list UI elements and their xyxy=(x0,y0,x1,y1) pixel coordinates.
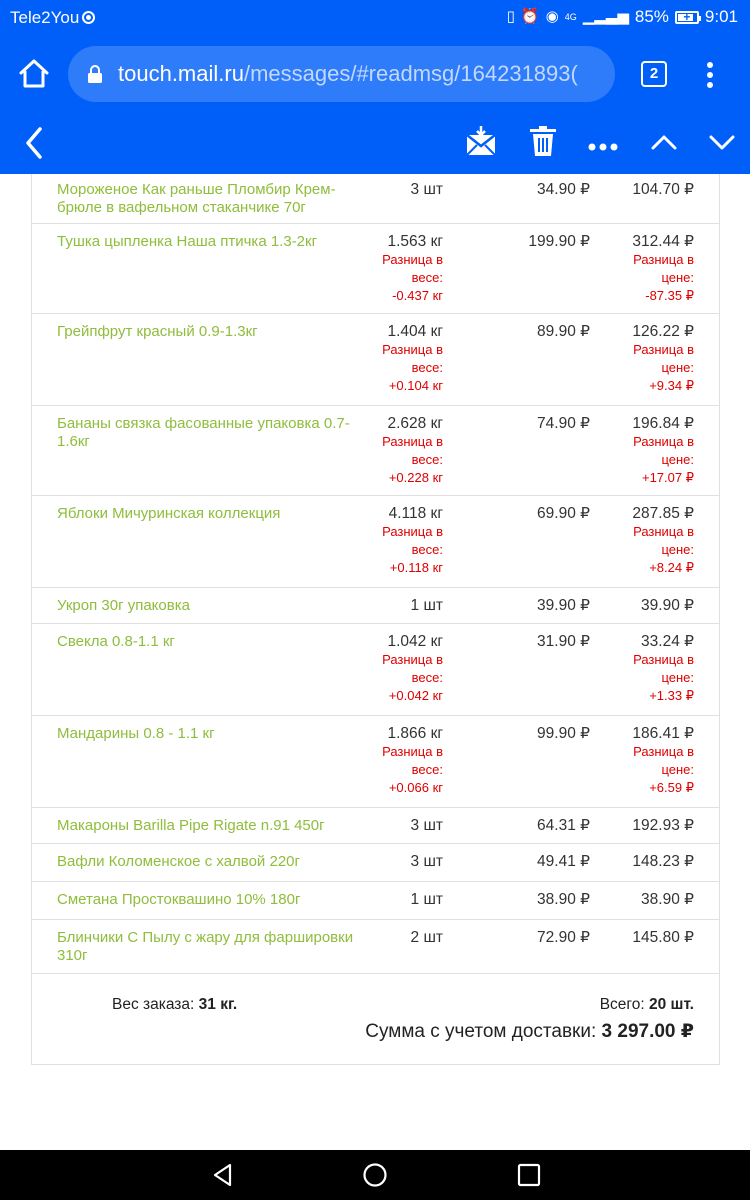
order-row xyxy=(32,174,719,224)
carrier-name: Tele2You xyxy=(10,8,80,27)
item-name[interactable]: Тушка цыпленка Наша птичка 1.3-2кг xyxy=(57,233,318,250)
item-total-diff: +1.33 ₽ xyxy=(649,688,694,703)
order-count xyxy=(600,996,694,1014)
item-price xyxy=(480,929,590,947)
item-qty-value: 1.563 кг xyxy=(387,233,443,250)
item-price xyxy=(480,505,590,523)
alarm-icon: ⏰ xyxy=(520,8,540,25)
item-qty xyxy=(313,817,443,835)
order-rows xyxy=(32,174,719,974)
item-qty-diff: Разница в xyxy=(382,434,443,449)
weight-value: 31 кг. xyxy=(198,996,238,1013)
carrier-dot-icon xyxy=(82,11,95,24)
item-qty-value: 1.404 кг xyxy=(387,323,443,340)
item-qty-diff: весе: xyxy=(411,762,443,777)
url-host: touch.mail.ru xyxy=(118,61,244,86)
delete-icon[interactable] xyxy=(529,125,557,162)
item-qty-diff: весе: xyxy=(411,670,443,685)
tab-count: 2 xyxy=(649,65,659,82)
item-total-diff: Разница в xyxy=(633,744,694,759)
item-qty-diff: +0.066 кг xyxy=(388,780,443,795)
sum-value: 3 297.00 ₽ xyxy=(601,1021,694,1042)
order-row xyxy=(32,588,719,624)
overflow-menu-icon[interactable] xyxy=(700,60,720,90)
item-total xyxy=(584,597,694,615)
item-price xyxy=(480,633,590,651)
item-qty xyxy=(313,323,443,395)
item-total-diff: +17.07 ₽ xyxy=(641,470,694,485)
order-weight xyxy=(112,996,237,1014)
order-row xyxy=(32,844,719,882)
item-name[interactable]: Мороженое Как раньше Пломбир Крем-брюле в вафельном стаканчике 70г xyxy=(57,181,336,216)
message-body[interactable] xyxy=(0,174,750,1150)
order-summary xyxy=(32,974,719,1064)
item-qty xyxy=(313,505,443,577)
item-price-value: 49.41 ₽ xyxy=(537,853,590,870)
item-total-diff: +9.34 ₽ xyxy=(649,378,694,393)
item-total-value: 287.85 ₽ xyxy=(632,505,694,522)
count-label: Всего: xyxy=(599,996,645,1013)
previous-message-icon[interactable] xyxy=(650,132,678,157)
item-price-value: 199.90 ₽ xyxy=(528,233,590,250)
item-qty-diff: Разница в xyxy=(382,252,443,267)
item-qty-value: 3 шт xyxy=(410,817,443,834)
item-price-value: 89.90 ₽ xyxy=(537,323,590,340)
item-price-value: 34.90 ₽ xyxy=(537,181,590,198)
item-total-diff: Разница в xyxy=(633,434,694,449)
order-row xyxy=(32,808,719,844)
item-total xyxy=(584,929,694,947)
item-name[interactable]: Яблоки Мичуринская коллекция xyxy=(57,505,281,522)
count-value: 20 шт. xyxy=(648,996,694,1013)
item-qty-diff: весе: xyxy=(411,542,443,557)
item-qty xyxy=(313,415,443,487)
url-field[interactable] xyxy=(68,46,615,102)
item-total-value: 33.24 ₽ xyxy=(641,633,694,650)
item-name[interactable]: Сметана Простоквашино 10% 180г xyxy=(57,891,301,908)
item-price xyxy=(480,725,590,743)
item-total-value: 148.23 ₽ xyxy=(632,853,694,870)
item-qty-diff: Разница в xyxy=(382,652,443,667)
sum-label: Сумма с учетом доставки: xyxy=(365,1021,597,1042)
item-price-value: 72.90 ₽ xyxy=(537,929,590,946)
item-total xyxy=(584,233,694,305)
status-bar xyxy=(0,0,750,36)
item-qty-diff: Разница в xyxy=(382,524,443,539)
url-path: /messages/#readmsg/164231893( xyxy=(243,61,578,86)
mail-toolbar xyxy=(0,112,750,174)
item-qty-diff: +0.104 кг xyxy=(388,378,443,393)
item-price xyxy=(480,323,590,341)
item-qty-diff: Разница в xyxy=(382,744,443,759)
item-total-diff: цене: xyxy=(661,360,694,375)
item-price-value: 74.90 ₽ xyxy=(537,415,590,432)
item-total-value: 38.90 ₽ xyxy=(641,891,694,908)
item-qty-value: 1 шт xyxy=(410,597,443,614)
item-total-value: 104.70 ₽ xyxy=(632,181,694,198)
item-total xyxy=(584,853,694,871)
vibrate-icon: ▯ xyxy=(506,8,515,25)
item-total-diff: +6.59 ₽ xyxy=(649,780,694,795)
item-name[interactable]: Вафли Коломенское с халвой 220г xyxy=(57,853,300,870)
item-qty xyxy=(313,929,443,947)
mark-unread-icon[interactable] xyxy=(465,125,497,162)
item-qty-diff: Разница в xyxy=(382,342,443,357)
item-qty-value: 1 шт xyxy=(410,891,443,908)
item-name[interactable]: Бананы связка фасованные упаковка 0.7-1.6кг xyxy=(57,415,350,450)
order-row xyxy=(32,496,719,588)
item-price xyxy=(480,597,590,615)
url-text xyxy=(118,61,578,87)
item-qty-value: 2.628 кг xyxy=(387,415,443,432)
item-name[interactable]: Свекла 0.8-1.1 кг xyxy=(57,633,175,650)
item-total xyxy=(584,725,694,797)
carrier xyxy=(10,8,95,28)
item-price-value: 99.90 ₽ xyxy=(537,725,590,742)
item-total xyxy=(584,891,694,909)
item-total xyxy=(584,633,694,705)
tab-switcher-icon[interactable] xyxy=(641,61,667,87)
item-qty xyxy=(313,181,443,199)
item-total xyxy=(584,181,694,199)
nav-recents-icon[interactable] xyxy=(516,1162,542,1188)
home-icon[interactable] xyxy=(16,56,52,92)
next-message-icon[interactable] xyxy=(708,132,736,157)
order-table xyxy=(31,174,720,1065)
item-total-value: 145.80 ₽ xyxy=(632,929,694,946)
order-row xyxy=(32,716,719,808)
network-type: 4G xyxy=(564,12,577,22)
item-price xyxy=(480,891,590,909)
lock-icon xyxy=(88,65,102,83)
signal-icon: ▁▂▃▅ xyxy=(582,8,629,25)
eye-comfort-icon: ◉ xyxy=(545,8,559,25)
item-price xyxy=(480,233,590,251)
battery-percent: 85% xyxy=(634,7,669,26)
item-name[interactable]: Блинчики С Пылу с жару для фаршировки 310г xyxy=(57,929,354,964)
nav-home-icon[interactable] xyxy=(362,1162,388,1188)
order-row xyxy=(32,406,719,496)
item-total-value: 186.41 ₽ xyxy=(632,725,694,742)
item-total-diff: цене: xyxy=(661,270,694,285)
item-qty xyxy=(313,725,443,797)
item-qty-diff: +0.228 кг xyxy=(388,470,443,485)
item-total xyxy=(584,415,694,487)
item-name[interactable]: Грейпфрут красный 0.9-1.3кг xyxy=(57,323,258,340)
item-price-value: 31.90 ₽ xyxy=(537,633,590,650)
item-qty-diff: +0.118 кг xyxy=(389,560,443,575)
order-sum xyxy=(365,1020,694,1043)
item-total-value: 39.90 ₽ xyxy=(641,597,694,614)
item-total-diff: Разница в xyxy=(633,652,694,667)
back-icon[interactable] xyxy=(24,126,44,165)
item-price xyxy=(480,817,590,835)
item-price xyxy=(480,853,590,871)
item-qty-diff: весе: xyxy=(411,360,443,375)
order-row xyxy=(32,624,719,716)
item-name[interactable]: Мандарины 0.8 - 1.1 кг xyxy=(57,725,215,742)
item-qty-value: 3 шт xyxy=(410,181,443,198)
clock: 9:01 xyxy=(704,7,738,26)
item-qty xyxy=(313,891,443,909)
item-total-value: 196.84 ₽ xyxy=(632,415,694,432)
item-qty-diff: весе: xyxy=(411,270,443,285)
item-name[interactable]: Макароны Barilla Pipe Rigate n.91 450г xyxy=(57,817,325,834)
item-qty-value: 3 шт xyxy=(410,853,443,870)
charging-icon: + xyxy=(683,9,691,24)
order-row xyxy=(32,224,719,314)
item-qty-value: 1.866 кг xyxy=(387,725,443,742)
order-row xyxy=(32,882,719,920)
item-total-diff: цене: xyxy=(661,452,694,467)
item-qty xyxy=(313,853,443,871)
item-total xyxy=(584,323,694,395)
system-nav-bar xyxy=(0,1150,750,1200)
more-icon[interactable] xyxy=(588,138,618,156)
item-qty-value: 2 шт xyxy=(410,929,443,946)
item-qty-diff: весе: xyxy=(411,452,443,467)
item-price xyxy=(480,415,590,433)
item-qty-diff: -0.437 кг xyxy=(392,288,443,303)
item-total xyxy=(584,817,694,835)
item-qty xyxy=(313,597,443,615)
order-row xyxy=(32,314,719,406)
item-total xyxy=(584,505,694,577)
item-total-diff: цене: xyxy=(661,670,694,685)
order-row xyxy=(32,920,719,974)
item-price-value: 69.90 ₽ xyxy=(537,505,590,522)
item-qty-diff: +0.042 кг xyxy=(388,688,443,703)
nav-back-icon[interactable] xyxy=(210,1162,236,1188)
item-price-value: 38.90 ₽ xyxy=(537,891,590,908)
weight-label: Вес заказа: xyxy=(112,996,195,1013)
item-price xyxy=(480,181,590,199)
item-total-diff: цене: xyxy=(661,762,694,777)
item-total-diff: -87.35 ₽ xyxy=(645,288,694,303)
item-qty-value: 1.042 кг xyxy=(387,633,443,650)
item-total-value: 312.44 ₽ xyxy=(632,233,694,250)
item-total-diff: Разница в xyxy=(633,524,694,539)
item-price-value: 64.31 ₽ xyxy=(537,817,590,834)
browser-bar xyxy=(0,36,750,112)
item-total-value: 192.93 ₽ xyxy=(632,817,694,834)
item-price-value: 39.90 ₽ xyxy=(537,597,590,614)
item-total-diff: +8.24 ₽ xyxy=(649,560,694,575)
item-qty xyxy=(313,233,443,305)
status-icons xyxy=(507,7,738,27)
item-name[interactable]: Укроп 30г упаковка xyxy=(57,597,190,614)
item-total-diff: Разница в xyxy=(633,342,694,357)
item-total-diff: Разница в xyxy=(633,252,694,267)
item-qty-value: 4.118 кг xyxy=(388,505,443,522)
item-total-diff: цене: xyxy=(661,542,694,557)
battery-icon xyxy=(675,11,699,24)
item-total-value: 126.22 ₽ xyxy=(632,323,694,340)
item-qty xyxy=(313,633,443,705)
